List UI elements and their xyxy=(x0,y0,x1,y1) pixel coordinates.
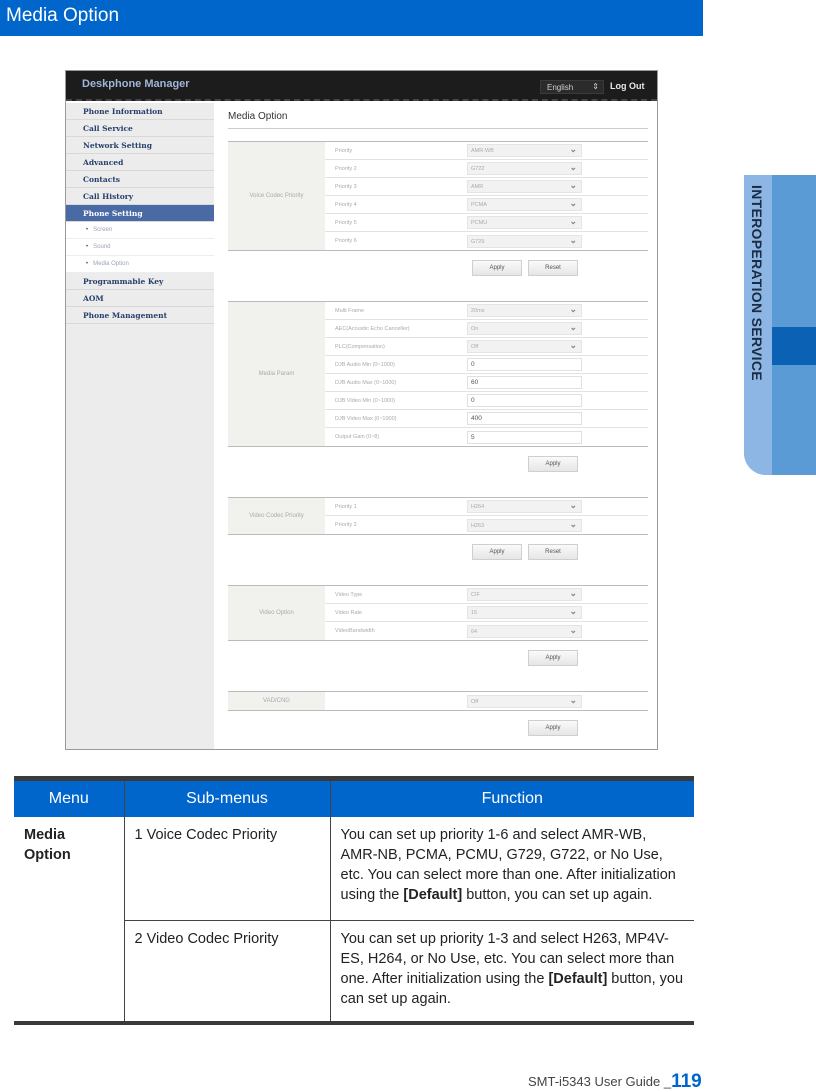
bullet-icon: • xyxy=(86,244,89,250)
vad-section xyxy=(228,691,648,711)
select-value: PCMA xyxy=(471,202,487,208)
apply-button[interactable]: Apply xyxy=(528,456,578,472)
form-row xyxy=(325,428,648,446)
priority-select[interactable] xyxy=(467,198,582,211)
chevron-down-icon: ⌄ xyxy=(569,694,577,705)
subitem-label: Screen xyxy=(93,227,113,233)
select-value: 64 xyxy=(471,628,478,635)
form-row xyxy=(325,142,648,160)
select-value: H263 xyxy=(471,522,485,529)
form-row xyxy=(325,214,648,232)
select-value: CIF xyxy=(471,592,480,598)
form-row xyxy=(325,302,648,320)
chevron-down-icon: ⌄ xyxy=(569,606,577,616)
field-label: Multi Frame xyxy=(335,307,365,314)
field-label: VideoBandwidth xyxy=(335,628,375,634)
chevron-down-icon: ⌄ xyxy=(569,234,577,245)
apply-button[interactable]: Apply xyxy=(472,544,522,560)
header-function: Function xyxy=(330,779,694,817)
form-row xyxy=(325,622,648,640)
sidebar-item-programmable-key[interactable]: Programmable Key xyxy=(66,273,214,290)
field-label: Priority 2 xyxy=(335,522,357,528)
side-tab-marker xyxy=(772,327,816,365)
apply-button[interactable]: Apply xyxy=(528,720,578,736)
priority-select[interactable] xyxy=(467,144,582,157)
field-label: DJB Audio Min (0~1000) xyxy=(335,361,395,368)
video-bandwidth-select[interactable] xyxy=(467,625,582,638)
button-row xyxy=(228,251,648,289)
chevron-down-icon: ⌄ xyxy=(569,198,577,208)
field-label: Priority 2 xyxy=(335,165,357,172)
field-label: Priority 6 xyxy=(335,238,357,244)
menu-cell: Media Option xyxy=(14,817,124,1023)
plc-select[interactable] xyxy=(467,340,582,353)
sidebar-item-phone-setting[interactable]: Phone Setting xyxy=(66,205,214,222)
sidebar-subitem-screen[interactable] xyxy=(66,222,214,239)
form-row xyxy=(325,374,648,392)
aec-select[interactable] xyxy=(467,322,582,335)
menu-function-table xyxy=(14,776,694,1025)
select-value: Off xyxy=(471,344,479,350)
section-label: VAD/CNG xyxy=(228,692,325,710)
chevron-down-icon: ⌄ xyxy=(569,588,577,598)
form-row xyxy=(325,356,648,374)
side-tab-band xyxy=(772,175,816,475)
deskphone-manager-screenshot xyxy=(65,70,658,750)
chapter-label: INTEROPERATION SERVICE xyxy=(749,185,765,381)
select-value: Off xyxy=(471,698,479,705)
priority-select[interactable] xyxy=(467,162,582,175)
logout-button[interactable]: Log Out xyxy=(610,81,645,91)
select-arrow-icon: ⇕ xyxy=(592,82,599,91)
section-label: Voice Codec Priority xyxy=(228,142,325,250)
field-label: DJB Audio Max (0~1000) xyxy=(335,379,397,386)
function-text: button, you can set up again. xyxy=(340,971,684,1007)
voice-codec-section xyxy=(228,141,648,251)
chevron-down-icon: ⌄ xyxy=(569,500,577,510)
field-label: Priority 5 xyxy=(335,219,357,226)
select-value: 20ms xyxy=(471,308,485,314)
chevron-down-icon: ⌄ xyxy=(569,340,577,350)
video-codec-section xyxy=(228,497,648,535)
video-rate-select[interactable] xyxy=(467,606,582,619)
sidebar-item-call-history[interactable]: Call History xyxy=(66,188,214,205)
form-row xyxy=(325,392,648,410)
bullet-icon: • xyxy=(86,227,89,233)
sidebar-item-aom[interactable]: AOM xyxy=(66,290,214,307)
button-row xyxy=(228,711,648,749)
chevron-down-icon: ⌄ xyxy=(569,216,577,226)
sidebar xyxy=(66,103,214,750)
chevron-down-icon: ⌄ xyxy=(569,304,577,314)
reset-button[interactable]: Reset xyxy=(528,260,578,276)
video-option-section xyxy=(228,585,648,641)
form-row xyxy=(325,516,648,534)
form-row xyxy=(325,338,648,356)
function-text: You can set up priority 1-6 and select AMR-WB, AMR-NB, PCMA, PCMU, G729, G722, or No Use, etc. You can select more than one. After initialization using the xyxy=(340,826,676,903)
djb-video-min-input[interactable]: 0 xyxy=(467,394,582,407)
chevron-down-icon: ⌄ xyxy=(569,180,577,190)
app-title: Deskphone Manager xyxy=(82,78,190,90)
sidebar-item-phone-information[interactable]: Phone Information xyxy=(66,103,214,120)
form-row xyxy=(325,498,648,516)
table-header-row xyxy=(14,779,694,817)
guide-name: SMT-i5343 User Guide _ xyxy=(528,1074,672,1089)
section-label: Video Option xyxy=(228,586,325,640)
submenu-cell: 1 Voice Codec Priority xyxy=(124,817,330,921)
language-value: English xyxy=(547,83,574,92)
default-button-ref: [Default] xyxy=(403,886,463,903)
form-row xyxy=(325,692,648,710)
button-row xyxy=(228,535,648,573)
function-cell xyxy=(330,817,694,921)
field-label: DJB Video Max (0~1000) xyxy=(335,415,397,422)
chevron-down-icon: ⌄ xyxy=(569,322,577,332)
select-value: AMR-WB xyxy=(471,148,494,154)
form-row xyxy=(325,196,648,214)
subitem-label: Media Option xyxy=(93,261,129,267)
video-type-select[interactable] xyxy=(467,588,582,601)
select-value: On xyxy=(471,326,479,332)
chapter-side-tab xyxy=(744,175,816,475)
submenu-cell: 2 Video Codec Priority xyxy=(124,921,330,1023)
reset-button[interactable]: Reset xyxy=(528,544,578,560)
field-label: Video Rate xyxy=(335,609,363,616)
chevron-down-icon: ⌄ xyxy=(569,144,577,154)
field-label: Output Gain (0~8) xyxy=(335,434,380,440)
bullet-icon: • xyxy=(86,261,89,267)
form-row xyxy=(325,320,648,338)
vad-select[interactable] xyxy=(467,695,582,708)
button-row xyxy=(228,447,648,485)
apply-button[interactable]: Apply xyxy=(472,260,522,276)
sidebar-item-contacts[interactable]: Contacts xyxy=(66,171,214,188)
field-label: Priority 4 xyxy=(335,201,357,208)
select-value: 15 xyxy=(471,610,478,616)
sidebar-subitem-sound[interactable] xyxy=(66,239,214,256)
page-footer xyxy=(528,1070,702,1092)
apply-button[interactable]: Apply xyxy=(528,650,578,666)
media-param-section xyxy=(228,301,648,447)
header-menu: Menu xyxy=(14,779,124,817)
form-row xyxy=(325,410,648,428)
button-row xyxy=(228,641,648,679)
subitem-label: Sound xyxy=(93,244,111,250)
app-header xyxy=(66,71,657,101)
section-title: Media Option xyxy=(0,0,703,36)
select-value: PCMU xyxy=(471,220,488,226)
language-select[interactable] xyxy=(540,80,604,94)
select-value: G729 xyxy=(471,238,485,245)
select-value: H264 xyxy=(471,504,485,510)
sidebar-item-network-setting[interactable]: Network Setting xyxy=(66,137,214,154)
form-row xyxy=(325,586,648,604)
field-label: Priority xyxy=(335,147,353,154)
sidebar-subitem-media-option[interactable] xyxy=(66,256,214,273)
header-sub-menus: Sub-menus xyxy=(124,779,330,817)
djb-video-max-input[interactable]: 400 xyxy=(467,412,582,425)
form-row xyxy=(325,232,648,250)
chevron-down-icon: ⌄ xyxy=(569,518,577,529)
field-label: AEC(Acoustic Echo Canceller) xyxy=(335,325,410,332)
table-row xyxy=(14,817,694,921)
multi-frame-select[interactable] xyxy=(467,304,582,317)
djb-audio-min-input[interactable]: 0 xyxy=(467,358,582,371)
page-number: 119 xyxy=(671,1071,702,1092)
content-area xyxy=(228,103,648,749)
field-label: DJB Video Min (0~1000) xyxy=(335,397,395,404)
form-row xyxy=(325,604,648,622)
chevron-down-icon: ⌄ xyxy=(569,624,577,635)
output-gain-input[interactable]: 5 xyxy=(467,431,582,444)
select-value: AMR xyxy=(471,184,484,190)
field-label: Priority 3 xyxy=(335,183,357,190)
function-text: button, you can set up again. xyxy=(462,886,653,903)
section-label: Media Param xyxy=(228,302,325,446)
sidebar-item-advanced[interactable]: Advanced xyxy=(66,154,214,171)
priority-select[interactable] xyxy=(467,216,582,229)
section-label: Video Codec Priority xyxy=(228,498,325,534)
function-text: You can set up priority 1-3 and select H263, MP4V-ES, H264, or No Use, etc. You can select more than one. After initialization using the xyxy=(340,931,675,987)
sidebar-item-call-service[interactable]: Call Service xyxy=(66,120,214,137)
sidebar-item-phone-management[interactable]: Phone Management xyxy=(66,307,214,324)
priority-select[interactable] xyxy=(467,235,582,248)
djb-audio-max-input[interactable]: 60 xyxy=(467,376,582,389)
video-priority-select[interactable] xyxy=(467,519,582,532)
form-row xyxy=(325,178,648,196)
field-label: Priority 1 xyxy=(335,503,357,510)
select-value: G722 xyxy=(471,166,485,172)
priority-select[interactable] xyxy=(467,180,582,193)
field-label: Video Type xyxy=(335,591,363,598)
chevron-down-icon: ⌄ xyxy=(569,162,577,172)
video-priority-select[interactable] xyxy=(467,500,582,513)
default-button-ref: [Default] xyxy=(548,971,608,987)
function-cell xyxy=(330,921,694,1023)
field-label: PLC(Compensation) xyxy=(335,343,385,350)
form-row xyxy=(325,160,648,178)
content-title: Media Option xyxy=(228,103,648,129)
